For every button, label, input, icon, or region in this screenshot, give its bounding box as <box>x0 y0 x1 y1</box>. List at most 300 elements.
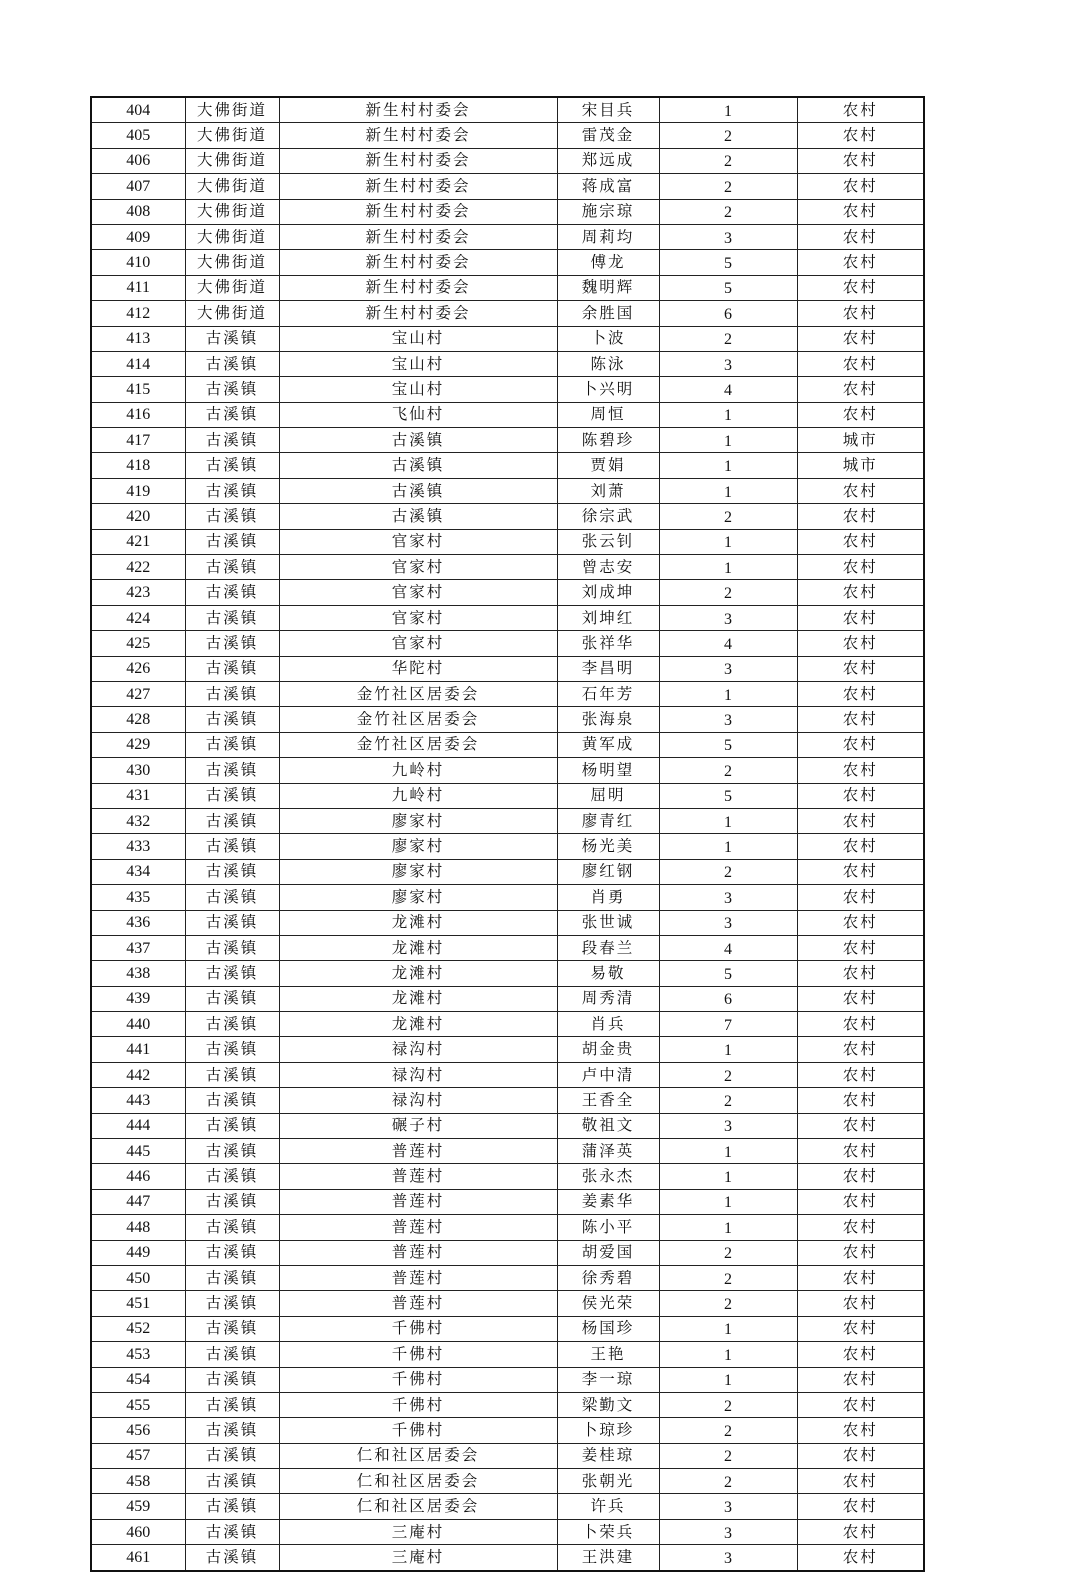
street-cell: 古溪镇 <box>185 1088 279 1113</box>
name-cell: 卜兴明 <box>557 377 659 402</box>
table-row <box>91 250 924 275</box>
table-row <box>91 1265 924 1290</box>
type-cell: 农村 <box>797 783 924 808</box>
table-row <box>91 1342 924 1367</box>
type-cell: 农村 <box>797 707 924 732</box>
type-cell: 农村 <box>797 1342 924 1367</box>
seq-cell: 428 <box>91 707 185 732</box>
seq-cell: 404 <box>91 97 185 123</box>
street-cell: 古溪镇 <box>185 1418 279 1443</box>
count-cell: 2 <box>659 1088 797 1113</box>
count-cell: 6 <box>659 301 797 326</box>
seq-cell: 410 <box>91 250 185 275</box>
count-cell: 5 <box>659 783 797 808</box>
count-cell: 1 <box>659 1037 797 1062</box>
type-cell: 农村 <box>797 1291 924 1316</box>
type-cell: 农村 <box>797 1316 924 1341</box>
type-cell: 农村 <box>797 1062 924 1087</box>
street-cell: 古溪镇 <box>185 402 279 427</box>
street-cell: 古溪镇 <box>185 1265 279 1290</box>
count-cell: 3 <box>659 224 797 249</box>
count-cell: 5 <box>659 732 797 757</box>
count-cell: 2 <box>659 148 797 173</box>
table-row <box>91 1164 924 1189</box>
table-row <box>91 580 924 605</box>
table-row <box>91 123 924 148</box>
type-cell: 农村 <box>797 808 924 833</box>
community-cell: 古溪镇 <box>279 428 557 453</box>
table-row <box>91 1443 924 1468</box>
name-cell: 廖青红 <box>557 808 659 833</box>
table-row <box>91 1316 924 1341</box>
count-cell: 3 <box>659 605 797 630</box>
name-cell: 肖勇 <box>557 885 659 910</box>
name-cell: 傅龙 <box>557 250 659 275</box>
count-cell: 2 <box>659 199 797 224</box>
count-cell: 1 <box>659 453 797 478</box>
community-cell: 金竹社区居委会 <box>279 681 557 706</box>
name-cell: 陈泳 <box>557 351 659 376</box>
type-cell: 农村 <box>797 834 924 859</box>
name-cell: 王艳 <box>557 1342 659 1367</box>
type-cell: 农村 <box>797 1469 924 1494</box>
community-cell: 三庵村 <box>279 1519 557 1544</box>
seq-cell: 429 <box>91 732 185 757</box>
count-cell: 5 <box>659 961 797 986</box>
street-cell: 古溪镇 <box>185 681 279 706</box>
count-cell: 3 <box>659 1494 797 1519</box>
count-cell: 3 <box>659 351 797 376</box>
name-cell: 张永杰 <box>557 1164 659 1189</box>
count-cell: 1 <box>659 808 797 833</box>
name-cell: 张云钊 <box>557 529 659 554</box>
table-row <box>91 402 924 427</box>
community-cell: 官家村 <box>279 580 557 605</box>
seq-cell: 427 <box>91 681 185 706</box>
community-cell: 古溪镇 <box>279 504 557 529</box>
records-table-body <box>91 97 924 1571</box>
community-cell: 新生村村委会 <box>279 199 557 224</box>
name-cell: 陈碧珍 <box>557 428 659 453</box>
community-cell: 飞仙村 <box>279 402 557 427</box>
name-cell: 许兵 <box>557 1494 659 1519</box>
table-row <box>91 758 924 783</box>
community-cell: 宝山村 <box>279 377 557 402</box>
type-cell: 农村 <box>797 885 924 910</box>
type-cell: 农村 <box>797 681 924 706</box>
name-cell: 黄军成 <box>557 732 659 757</box>
street-cell: 古溪镇 <box>185 1215 279 1240</box>
type-cell: 农村 <box>797 1494 924 1519</box>
table-row <box>91 859 924 884</box>
street-cell: 古溪镇 <box>185 1494 279 1519</box>
table-row <box>91 97 924 123</box>
seq-cell: 445 <box>91 1139 185 1164</box>
table-row <box>91 935 924 960</box>
count-cell: 3 <box>659 910 797 935</box>
street-cell: 古溪镇 <box>185 1342 279 1367</box>
seq-cell: 420 <box>91 504 185 529</box>
community-cell: 龙滩村 <box>279 986 557 1011</box>
type-cell: 农村 <box>797 1037 924 1062</box>
name-cell: 姜桂琼 <box>557 1443 659 1468</box>
name-cell: 贾娟 <box>557 453 659 478</box>
count-cell: 6 <box>659 986 797 1011</box>
type-cell: 农村 <box>797 1240 924 1265</box>
name-cell: 郑远成 <box>557 148 659 173</box>
seq-cell: 436 <box>91 910 185 935</box>
type-cell: 农村 <box>797 961 924 986</box>
name-cell: 张世诚 <box>557 910 659 935</box>
count-cell: 3 <box>659 1113 797 1138</box>
name-cell: 卜波 <box>557 326 659 351</box>
community-cell: 廖家村 <box>279 885 557 910</box>
type-cell: 农村 <box>797 656 924 681</box>
table-row <box>91 605 924 630</box>
seq-cell: 438 <box>91 961 185 986</box>
community-cell: 禄沟村 <box>279 1062 557 1087</box>
community-cell: 普莲村 <box>279 1265 557 1290</box>
type-cell: 农村 <box>797 326 924 351</box>
count-cell: 1 <box>659 97 797 123</box>
count-cell: 2 <box>659 123 797 148</box>
community-cell: 禄沟村 <box>279 1088 557 1113</box>
table-row <box>91 1062 924 1087</box>
type-cell: 农村 <box>797 1392 924 1417</box>
type-cell: 城市 <box>797 453 924 478</box>
name-cell: 施宗琼 <box>557 199 659 224</box>
type-cell: 农村 <box>797 605 924 630</box>
seq-cell: 425 <box>91 631 185 656</box>
name-cell: 蒲泽英 <box>557 1139 659 1164</box>
community-cell: 千佛村 <box>279 1367 557 1392</box>
name-cell: 雷茂金 <box>557 123 659 148</box>
name-cell: 陈小平 <box>557 1215 659 1240</box>
count-cell: 1 <box>659 1342 797 1367</box>
street-cell: 古溪镇 <box>185 1113 279 1138</box>
community-cell: 官家村 <box>279 529 557 554</box>
seq-cell: 449 <box>91 1240 185 1265</box>
name-cell: 王洪建 <box>557 1545 659 1571</box>
count-cell: 1 <box>659 1164 797 1189</box>
table-row <box>91 1392 924 1417</box>
type-cell: 农村 <box>797 199 924 224</box>
seq-cell: 412 <box>91 301 185 326</box>
community-cell: 新生村村委会 <box>279 174 557 199</box>
community-cell: 古溪镇 <box>279 478 557 503</box>
seq-cell: 458 <box>91 1469 185 1494</box>
seq-cell: 453 <box>91 1342 185 1367</box>
community-cell: 新生村村委会 <box>279 148 557 173</box>
community-cell: 禄沟村 <box>279 1037 557 1062</box>
seq-cell: 426 <box>91 656 185 681</box>
name-cell: 卜荣兵 <box>557 1519 659 1544</box>
community-cell: 三庵村 <box>279 1545 557 1571</box>
seq-cell: 446 <box>91 1164 185 1189</box>
seq-cell: 415 <box>91 377 185 402</box>
name-cell: 卜琼珍 <box>557 1418 659 1443</box>
type-cell: 农村 <box>797 402 924 427</box>
count-cell: 2 <box>659 1265 797 1290</box>
table-row <box>91 199 924 224</box>
community-cell: 古溪镇 <box>279 453 557 478</box>
seq-cell: 441 <box>91 1037 185 1062</box>
type-cell: 农村 <box>797 504 924 529</box>
count-cell: 1 <box>659 1316 797 1341</box>
street-cell: 古溪镇 <box>185 1037 279 1062</box>
street-cell: 古溪镇 <box>185 1164 279 1189</box>
seq-cell: 461 <box>91 1545 185 1571</box>
count-cell: 2 <box>659 580 797 605</box>
count-cell: 1 <box>659 555 797 580</box>
seq-cell: 439 <box>91 986 185 1011</box>
count-cell: 1 <box>659 529 797 554</box>
seq-cell: 448 <box>91 1215 185 1240</box>
count-cell: 2 <box>659 1062 797 1087</box>
name-cell: 徐宗武 <box>557 504 659 529</box>
type-cell: 农村 <box>797 1215 924 1240</box>
seq-cell: 413 <box>91 326 185 351</box>
count-cell: 2 <box>659 1443 797 1468</box>
type-cell: 农村 <box>797 1012 924 1037</box>
name-cell: 侯光荣 <box>557 1291 659 1316</box>
type-cell: 农村 <box>797 1088 924 1113</box>
seq-cell: 424 <box>91 605 185 630</box>
seq-cell: 451 <box>91 1291 185 1316</box>
count-cell: 7 <box>659 1012 797 1037</box>
name-cell: 周秀清 <box>557 986 659 1011</box>
seq-cell: 414 <box>91 351 185 376</box>
seq-cell: 452 <box>91 1316 185 1341</box>
seq-cell: 460 <box>91 1519 185 1544</box>
type-cell: 农村 <box>797 555 924 580</box>
table-row <box>91 148 924 173</box>
street-cell: 古溪镇 <box>185 478 279 503</box>
community-cell: 碾子村 <box>279 1113 557 1138</box>
street-cell: 古溪镇 <box>185 783 279 808</box>
type-cell: 农村 <box>797 301 924 326</box>
seq-cell: 409 <box>91 224 185 249</box>
street-cell: 古溪镇 <box>185 453 279 478</box>
community-cell: 金竹社区居委会 <box>279 732 557 757</box>
street-cell: 古溪镇 <box>185 605 279 630</box>
table-row <box>91 1037 924 1062</box>
name-cell: 蒋成富 <box>557 174 659 199</box>
table-row <box>91 224 924 249</box>
table-row <box>91 732 924 757</box>
name-cell: 屈明 <box>557 783 659 808</box>
name-cell: 梁勤文 <box>557 1392 659 1417</box>
street-cell: 古溪镇 <box>185 1316 279 1341</box>
name-cell: 卢中清 <box>557 1062 659 1087</box>
community-cell: 九岭村 <box>279 783 557 808</box>
seq-cell: 444 <box>91 1113 185 1138</box>
table-row <box>91 1291 924 1316</box>
community-cell: 普莲村 <box>279 1215 557 1240</box>
name-cell: 易敬 <box>557 961 659 986</box>
street-cell: 大佛街道 <box>185 224 279 249</box>
name-cell: 杨国珍 <box>557 1316 659 1341</box>
count-cell: 2 <box>659 1469 797 1494</box>
street-cell: 古溪镇 <box>185 326 279 351</box>
street-cell: 古溪镇 <box>185 885 279 910</box>
community-cell: 普莲村 <box>279 1189 557 1214</box>
seq-cell: 431 <box>91 783 185 808</box>
name-cell: 宋目兵 <box>557 97 659 123</box>
street-cell: 古溪镇 <box>185 1545 279 1571</box>
table-row <box>91 1418 924 1443</box>
name-cell: 杨明望 <box>557 758 659 783</box>
community-cell: 千佛村 <box>279 1316 557 1341</box>
count-cell: 1 <box>659 402 797 427</box>
type-cell: 农村 <box>797 478 924 503</box>
table-row <box>91 808 924 833</box>
name-cell: 胡金贵 <box>557 1037 659 1062</box>
seq-cell: 447 <box>91 1189 185 1214</box>
street-cell: 古溪镇 <box>185 859 279 884</box>
table-row <box>91 1189 924 1214</box>
table-row <box>91 1139 924 1164</box>
type-cell: 农村 <box>797 859 924 884</box>
type-cell: 农村 <box>797 1443 924 1468</box>
count-cell: 2 <box>659 1291 797 1316</box>
type-cell: 农村 <box>797 1113 924 1138</box>
count-cell: 3 <box>659 707 797 732</box>
type-cell: 农村 <box>797 275 924 300</box>
street-cell: 大佛街道 <box>185 199 279 224</box>
table-row <box>91 631 924 656</box>
seq-cell: 442 <box>91 1062 185 1087</box>
type-cell: 农村 <box>797 250 924 275</box>
count-cell: 2 <box>659 174 797 199</box>
street-cell: 古溪镇 <box>185 707 279 732</box>
name-cell: 李昌明 <box>557 656 659 681</box>
name-cell: 胡爱国 <box>557 1240 659 1265</box>
count-cell: 2 <box>659 1240 797 1265</box>
count-cell: 3 <box>659 656 797 681</box>
community-cell: 华陀村 <box>279 656 557 681</box>
community-cell: 仁和社区居委会 <box>279 1494 557 1519</box>
seq-cell: 450 <box>91 1265 185 1290</box>
count-cell: 2 <box>659 758 797 783</box>
street-cell: 古溪镇 <box>185 631 279 656</box>
community-cell: 龙滩村 <box>279 935 557 960</box>
count-cell: 5 <box>659 250 797 275</box>
type-cell: 农村 <box>797 1139 924 1164</box>
community-cell: 千佛村 <box>279 1392 557 1417</box>
seq-cell: 405 <box>91 123 185 148</box>
table-row <box>91 783 924 808</box>
type-cell: 农村 <box>797 97 924 123</box>
community-cell: 普莲村 <box>279 1291 557 1316</box>
seq-cell: 430 <box>91 758 185 783</box>
street-cell: 古溪镇 <box>185 504 279 529</box>
seq-cell: 435 <box>91 885 185 910</box>
seq-cell: 422 <box>91 555 185 580</box>
community-cell: 廖家村 <box>279 859 557 884</box>
community-cell: 金竹社区居委会 <box>279 707 557 732</box>
type-cell: 农村 <box>797 224 924 249</box>
community-cell: 千佛村 <box>279 1342 557 1367</box>
street-cell: 古溪镇 <box>185 935 279 960</box>
type-cell: 农村 <box>797 910 924 935</box>
table-row <box>91 174 924 199</box>
count-cell: 4 <box>659 631 797 656</box>
street-cell: 古溪镇 <box>185 529 279 554</box>
community-cell: 仁和社区居委会 <box>279 1469 557 1494</box>
table-row <box>91 961 924 986</box>
seq-cell: 433 <box>91 834 185 859</box>
community-cell: 龙滩村 <box>279 1012 557 1037</box>
name-cell: 肖兵 <box>557 1012 659 1037</box>
type-cell: 农村 <box>797 1367 924 1392</box>
count-cell: 2 <box>659 1392 797 1417</box>
community-cell: 新生村村委会 <box>279 301 557 326</box>
name-cell: 王香全 <box>557 1088 659 1113</box>
table-row <box>91 326 924 351</box>
seq-cell: 421 <box>91 529 185 554</box>
table-row <box>91 707 924 732</box>
name-cell: 李一琼 <box>557 1367 659 1392</box>
type-cell: 农村 <box>797 529 924 554</box>
street-cell: 古溪镇 <box>185 1519 279 1544</box>
street-cell: 大佛街道 <box>185 123 279 148</box>
seq-cell: 417 <box>91 428 185 453</box>
street-cell: 古溪镇 <box>185 428 279 453</box>
count-cell: 4 <box>659 377 797 402</box>
count-cell: 2 <box>659 326 797 351</box>
seq-cell: 437 <box>91 935 185 960</box>
street-cell: 古溪镇 <box>185 1392 279 1417</box>
table-row <box>91 1545 924 1571</box>
count-cell: 1 <box>659 1189 797 1214</box>
table-row <box>91 478 924 503</box>
street-cell: 古溪镇 <box>185 656 279 681</box>
community-cell: 九岭村 <box>279 758 557 783</box>
table-row <box>91 910 924 935</box>
community-cell: 宝山村 <box>279 326 557 351</box>
street-cell: 古溪镇 <box>185 732 279 757</box>
community-cell: 宝山村 <box>279 351 557 376</box>
street-cell: 古溪镇 <box>185 961 279 986</box>
name-cell: 周恒 <box>557 402 659 427</box>
seq-cell: 411 <box>91 275 185 300</box>
street-cell: 大佛街道 <box>185 250 279 275</box>
count-cell: 1 <box>659 834 797 859</box>
name-cell: 廖红钢 <box>557 859 659 884</box>
table-row <box>91 351 924 376</box>
street-cell: 古溪镇 <box>185 1189 279 1214</box>
type-cell: 农村 <box>797 935 924 960</box>
street-cell: 古溪镇 <box>185 580 279 605</box>
count-cell: 1 <box>659 1139 797 1164</box>
seq-cell: 408 <box>91 199 185 224</box>
count-cell: 3 <box>659 885 797 910</box>
count-cell: 2 <box>659 859 797 884</box>
count-cell: 2 <box>659 504 797 529</box>
name-cell: 刘坤红 <box>557 605 659 630</box>
table-row <box>91 834 924 859</box>
street-cell: 古溪镇 <box>185 1469 279 1494</box>
community-cell: 官家村 <box>279 605 557 630</box>
table-row <box>91 301 924 326</box>
street-cell: 大佛街道 <box>185 174 279 199</box>
community-cell: 新生村村委会 <box>279 97 557 123</box>
street-cell: 古溪镇 <box>185 834 279 859</box>
table-row <box>91 986 924 1011</box>
street-cell: 古溪镇 <box>185 377 279 402</box>
count-cell: 3 <box>659 1545 797 1571</box>
